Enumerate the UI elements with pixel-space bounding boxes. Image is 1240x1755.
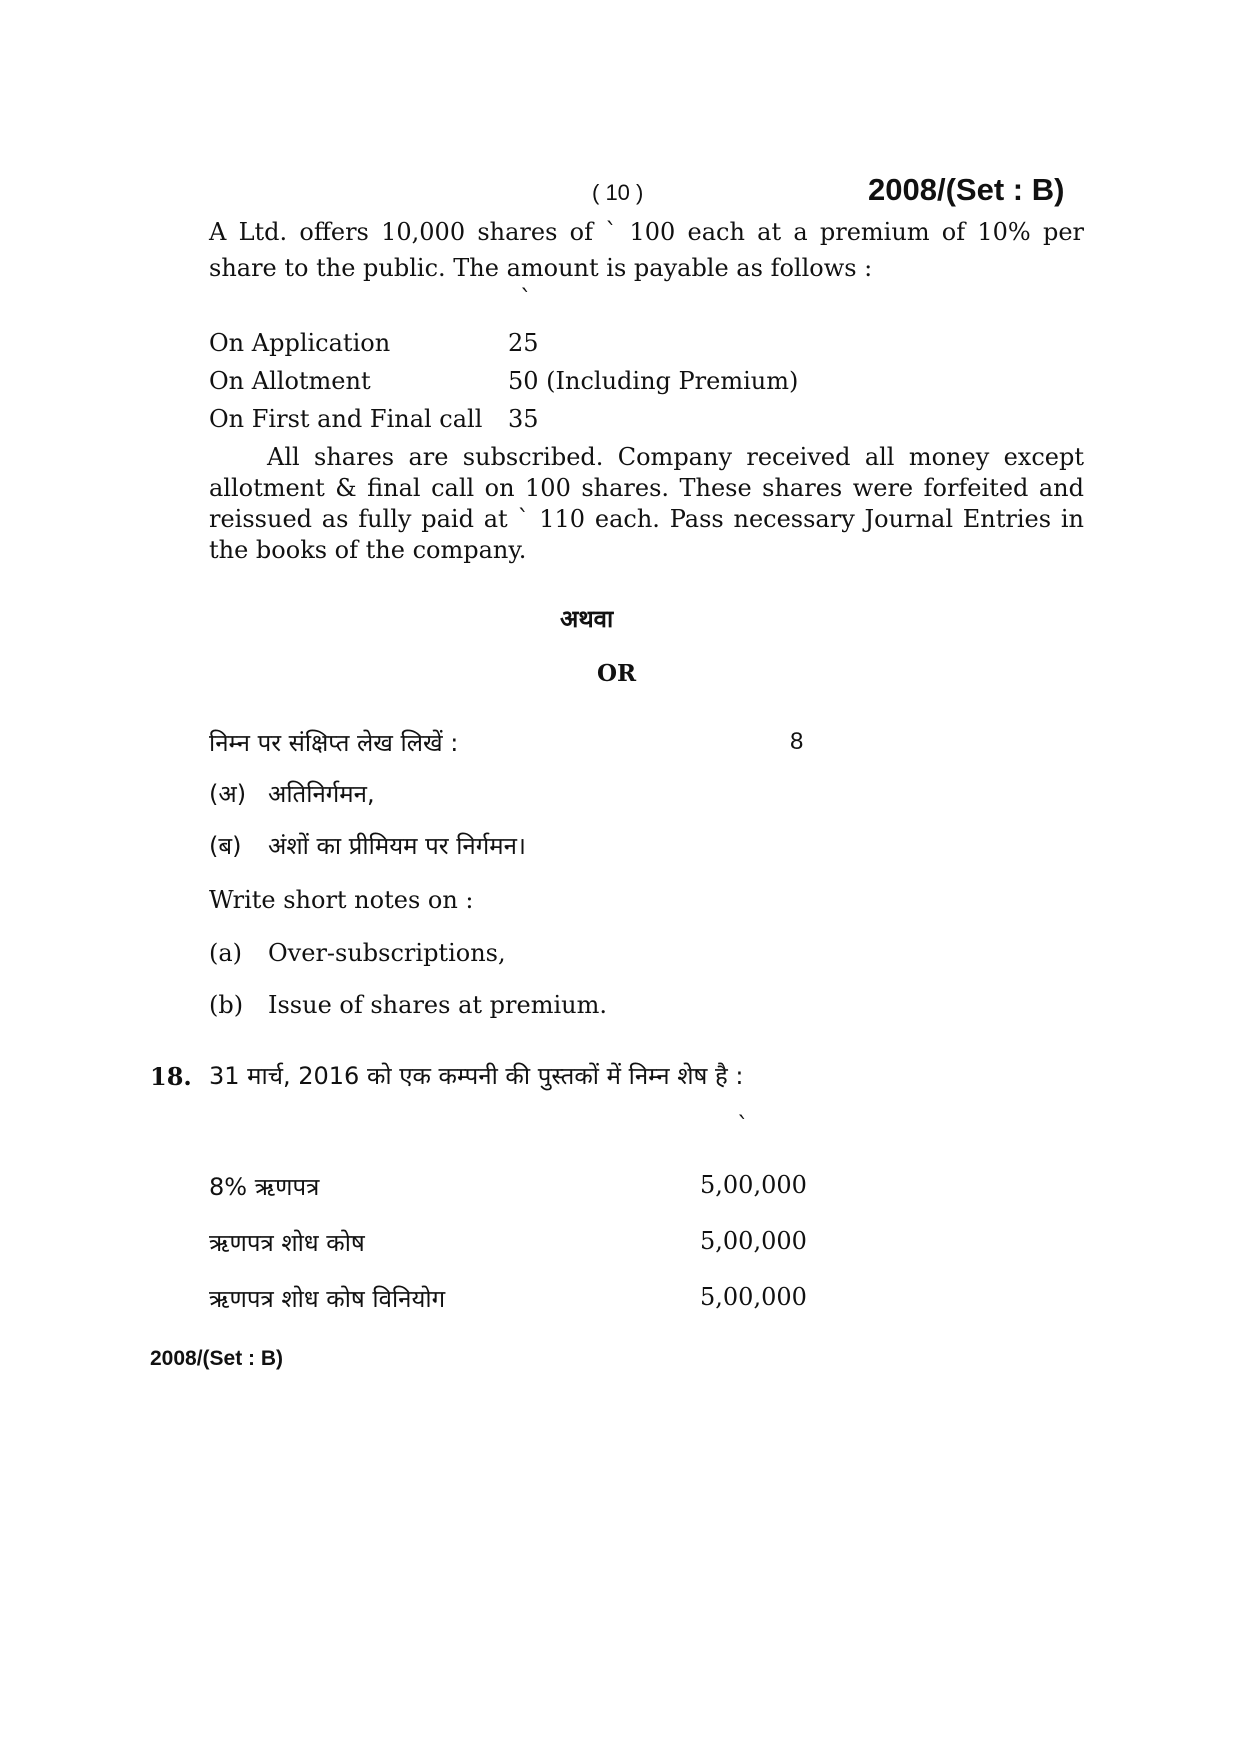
schedule-value: 25 xyxy=(508,329,539,357)
currency-mark: ` xyxy=(737,1112,749,1140)
or-english: OR xyxy=(597,660,637,687)
question-intro: A Ltd. offers 10,000 shares of ` 100 each at a premium of 10% per share to the public. The amount is payable as follows : xyxy=(209,218,1084,282)
schedule-label: On First and Final call xyxy=(209,405,483,433)
page-number: ( 10 ) xyxy=(592,180,644,205)
schedule-value: 50 (Including Premium) xyxy=(508,367,799,395)
english-item-label: (a) xyxy=(209,939,243,967)
question-paragraph: All shares are subscribed. Company received all money except allotment & final call on 100 shares. These shares were forfeited and reissued as fully paid at ` 110 each. Pass necessary Journal Entries in the books of the company. xyxy=(209,443,1084,564)
schedule-label: On Application xyxy=(209,329,391,357)
hindi-item-text: अंशों का प्रीमियम पर निर्गमन। xyxy=(268,832,527,860)
set-code-header: 2008/(Set : B) xyxy=(868,172,1065,207)
hindi-item-label: (ब) xyxy=(209,832,242,860)
set-code-footer: 2008/(Set : B) xyxy=(150,1347,284,1370)
hindi-item-label: (अ) xyxy=(209,780,247,808)
currency-mark: ` xyxy=(520,285,532,313)
or-hindi: अथवा xyxy=(560,605,614,633)
balance-value: 5,00,000 xyxy=(700,1283,807,1311)
balance-value: 5,00,000 xyxy=(700,1227,807,1255)
english-item-text: Issue of shares at premium. xyxy=(268,991,607,1019)
english-item-text: Over-subscriptions, xyxy=(268,939,506,967)
balance-value: 5,00,000 xyxy=(700,1171,807,1199)
hindi-prompt: निम्न पर संक्षिप्त लेख लिखें : xyxy=(209,729,459,757)
english-item-label: (b) xyxy=(209,991,244,1019)
schedule-value: 35 xyxy=(508,405,539,433)
marks: 8 xyxy=(790,728,804,755)
question-text: 31 मार्च, 2016 को एक कम्पनी की पुस्तकों में निम्न शेष है : xyxy=(209,1062,744,1090)
question-number: 18. xyxy=(150,1062,192,1091)
balance-label: ऋणपत्र शोध कोष विनियोग xyxy=(209,1285,446,1313)
english-prompt: Write short notes on : xyxy=(209,886,474,914)
hindi-item-text: अतिनिर्गमन, xyxy=(268,780,375,808)
balance-label: ऋणपत्र शोध कोष xyxy=(209,1229,365,1257)
schedule-label: On Allotment xyxy=(209,367,371,395)
balance-label: 8% ऋणपत्र xyxy=(209,1173,320,1201)
